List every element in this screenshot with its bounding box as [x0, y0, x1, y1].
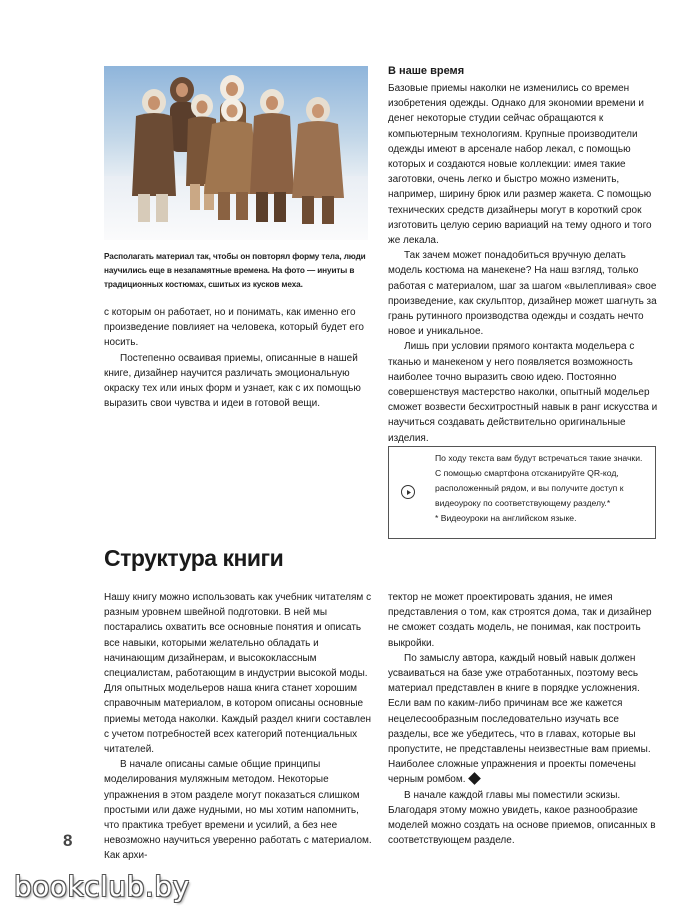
paragraph	[388, 651, 658, 788]
paragraph: В начале каждой главы мы поместили эскизы. Благодаря этому можно увидеть, какое разнообразие моделей можно создать на основе приемов, описанных в соответствующем разделе.	[388, 789, 656, 847]
qr-note-text	[435, 451, 645, 526]
bottom-left-column	[104, 590, 372, 864]
qr-note-footnote: * Видеоуроки на английском языке.	[435, 513, 577, 523]
paragraph: с которым он работает, но и понимать, как именно его произведение повлияет на человека, который будет его носить.	[104, 307, 364, 349]
sidebar-in-our-time	[388, 64, 658, 446]
bottom-right-column	[388, 590, 658, 848]
paragraph: Лишь при условии прямого контакта модельера с тканью и манекеном у него появляется возможность наиболее точно выразить свою идею. Постоянно совершенствуя мастерство наколки, опытный модельер сможет возвести бесхитростный навык в ранг искусства и научиться создавать действительно оригинальные изделия.	[388, 341, 658, 444]
paragraph: Базовые приемы наколки не изменились со времен изобретения одежды. Однако для экономии времени и денег некоторые студии сейчас обращаются к компьютерным технологиям. Крупные производители одежды имеют в арсенале набор лекал, с помощью которых и создаются новые коллекции: имея такие заготовки, очень легко и быстро можно изменить, например, ширину брюк или размер жакета. С помощью технических средств дизайнеры могут в короткий срок изготовить целую серию вариаций на тему одного и того же лекала.	[388, 83, 652, 247]
paragraph: Так зачем может понадобиться вручную делать модель костюма на манекене? На наш взгляд, только работая с материалом, шаг за шагом «вылепливая» свое произведение, как скульптор, дизайнер может шагнуть за грань рутинного производства одежды и создать нечто новое и уникальное.	[388, 250, 657, 338]
play-circle-icon	[401, 485, 415, 499]
paragraph: В начале описаны самые общие принципы моделирования муляжным методом. Некоторые упражнения в этом разделе могут показаться слишком простыми или даже нудными, но мы хотим напомнить, что практика требует времени и усилий, а без нее невозможно научиться уверенно работать с материалом. Как архи-	[104, 759, 372, 862]
page-number: 8	[63, 831, 73, 850]
paragraph: тектор не может проектировать здания, не имея представления о том, как строятся дома, так и дизайнер не сможет создать модель, не понимая, как построить выкройки.	[388, 592, 652, 649]
left-column-text	[104, 305, 372, 411]
black-diamond-icon	[468, 773, 481, 786]
qr-note-box	[388, 446, 656, 539]
paragraph-text: По замыслу автора, каждый новый навык должен усваиваться на базе уже отработанных, поэтому весь материал представлен в книге в порядке усложнения. Если вам по каким-либо причинам все же кажется нецелесообразным последовательно изучать все разделы, все же убедитесь, что в главах, которые вы пропустите, не представлены неизвестные вам приемы. Наиболее сложные упражнения и проекты помечены черным ромбом.	[388, 652, 651, 786]
qr-note-paragraph: По ходу текста вам будут встречаться такие значки. С помощью смартфона отсканируйте QR-код, расположенный рядом, и вы получите доступ к видеоуроку по соответствующему разделу.*	[435, 453, 643, 508]
paragraph: Постепенно осваивая приемы, описанные в нашей книге, дизайнер научится различать эмоциональную окраску тех или иных форм и узнает, как с их помощью выразить свои чувства и идеи в готовой вещи.	[104, 352, 361, 410]
inuit-photo	[104, 66, 368, 240]
watermark: bookclub.by	[14, 870, 190, 903]
sidebar-heading: В наше время	[388, 65, 465, 77]
paragraph: Нашу книгу можно использовать как учебник читателям с разным уровнем швейной подготовки. В ней мы постарались охватить все основные понятия и описать все навыки, которыми желательно обладать и начинающим дизайнерам, и высококлассным специалистам, работающим в индустрии высокой моды. Для опытных модельеров наша книга станет хорошим справочным материалом, в котором описаны основные приемы метода наколки. Каждый раздел книги составлен с учетом потребностей всех категорий потенциальных читателей.	[104, 592, 372, 756]
photo-caption: Располагать материал так, чтобы он повторял форму тела, люди научились еще в незапамятные времена. На фото — инуиты в традиционных костюмах, сшитых из кусков меха.	[104, 252, 366, 289]
section-heading: Структура книги	[104, 545, 284, 571]
